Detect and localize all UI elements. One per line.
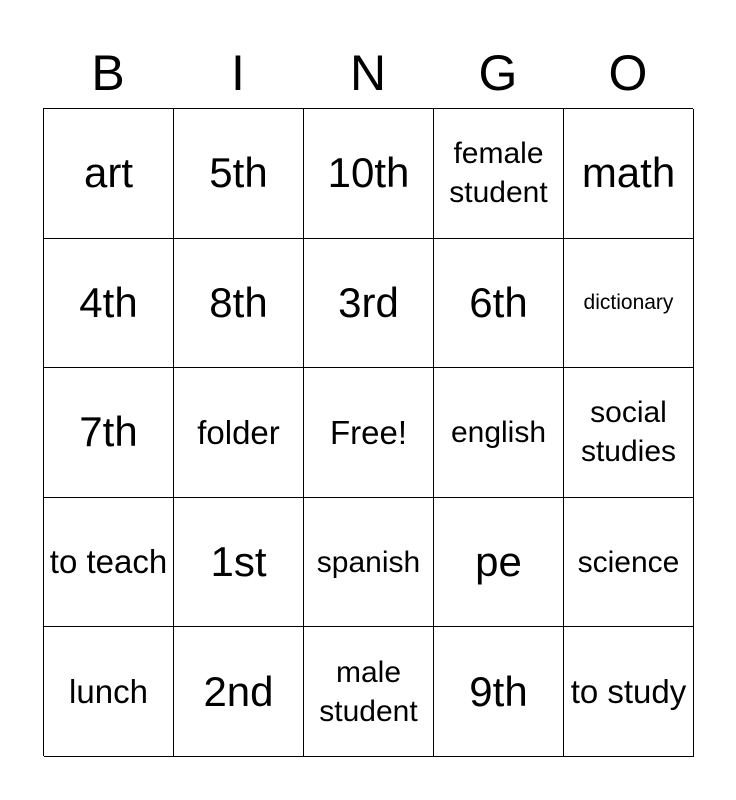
bingo-cell-r2c4[interactable] — [434, 239, 564, 369]
header-letter-i: I — [231, 45, 245, 101]
cell-label: social studies — [580, 396, 677, 469]
bingo-cell-r2c5[interactable] — [564, 239, 694, 369]
cell-label: female student — [449, 137, 548, 210]
bingo-cell-r2c2[interactable] — [174, 239, 304, 369]
cell-label: dictionary — [583, 291, 674, 315]
bingo-cell-r3c3[interactable] — [304, 368, 434, 498]
bingo-cell-r4c3[interactable] — [304, 498, 434, 628]
header-letter-g: G — [478, 45, 518, 101]
bingo-cell-r1c4[interactable] — [434, 109, 564, 239]
bingo-cell-r5c4[interactable] — [434, 627, 564, 757]
cell-label: 10th — [327, 149, 410, 197]
cell-label: pe — [475, 537, 522, 585]
bingo-header — [43, 38, 693, 108]
bingo-cell-r3c5[interactable] — [564, 368, 694, 498]
bingo-cell-r1c2[interactable] — [174, 109, 304, 239]
bingo-board — [43, 108, 693, 756]
bingo-cell-r1c1[interactable] — [44, 109, 174, 239]
bingo-cell-r1c5[interactable] — [564, 109, 694, 239]
bingo-cell-r4c5[interactable] — [564, 498, 694, 628]
cell-label: science — [577, 545, 680, 579]
cell-label: to teach — [49, 543, 168, 581]
cell-label: 3rd — [338, 278, 399, 326]
bingo-cell-r4c2[interactable] — [174, 498, 304, 628]
cell-label: 8th — [209, 278, 268, 326]
bingo-cell-r1c3[interactable] — [304, 109, 434, 239]
cell-label: 2nd — [203, 667, 274, 715]
header-letter-o: O — [608, 45, 648, 101]
bingo-cell-r5c2[interactable] — [174, 627, 304, 757]
cell-label: 5th — [209, 149, 268, 197]
bingo-cell-r4c4[interactable] — [434, 498, 564, 628]
cell-label: Free! — [329, 413, 408, 451]
bingo-cell-r5c1[interactable] — [44, 627, 174, 757]
cell-label: lunch — [69, 673, 148, 711]
bingo-cell-r5c5[interactable] — [564, 627, 694, 757]
bingo-cell-r3c4[interactable] — [434, 368, 564, 498]
bingo-cell-r3c2[interactable] — [174, 368, 304, 498]
bingo-cell-r2c3[interactable] — [304, 239, 434, 369]
header-letter-n: N — [349, 45, 387, 101]
cell-label: 1st — [210, 537, 267, 585]
cell-label: 6th — [469, 278, 528, 326]
cell-label: math — [581, 149, 676, 197]
cell-label: 4th — [79, 278, 138, 326]
cell-label: male student — [319, 655, 418, 728]
header-letter-b: B — [91, 45, 125, 101]
cell-label: 7th — [79, 408, 138, 456]
bingo-cell-r3c1[interactable] — [44, 368, 174, 498]
cell-label: art — [83, 149, 133, 197]
cell-label: spanish — [316, 545, 421, 579]
cell-label: english — [450, 415, 547, 449]
bingo-cell-r2c1[interactable] — [44, 239, 174, 369]
cell-label: to study — [570, 673, 687, 711]
bingo-cell-r4c1[interactable] — [44, 498, 174, 628]
cell-label: 9th — [469, 667, 528, 715]
cell-label: folder — [197, 413, 280, 451]
bingo-cell-r5c3[interactable] — [304, 627, 434, 757]
